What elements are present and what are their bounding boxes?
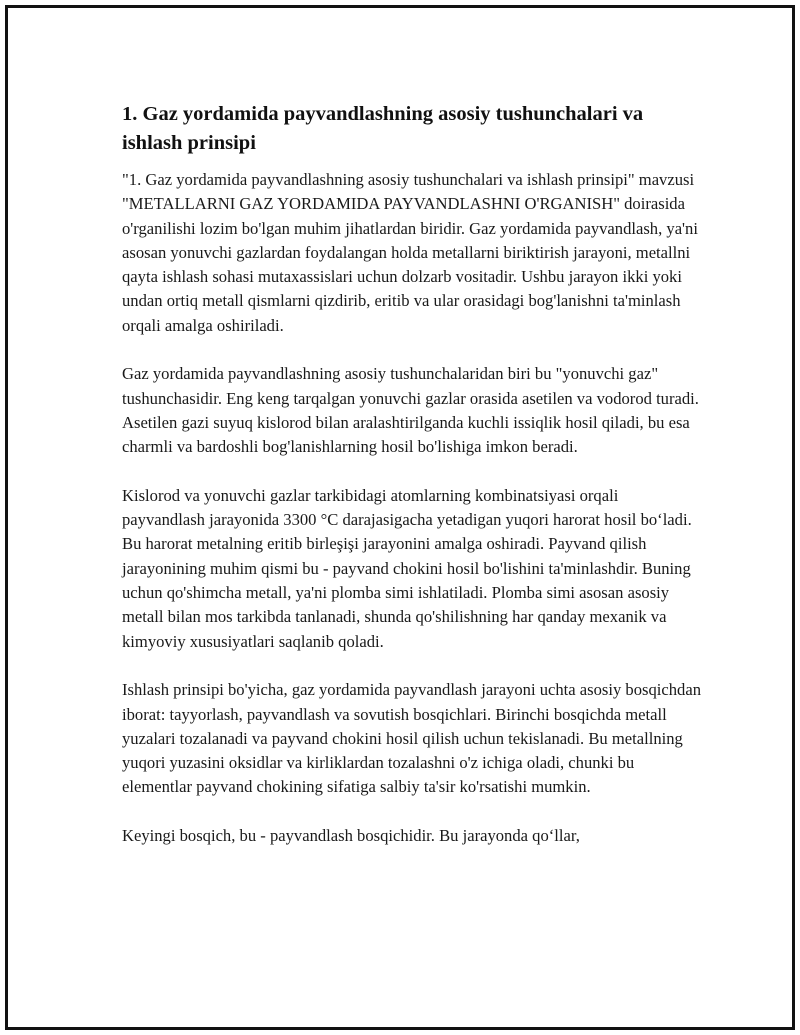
paragraph-intro: "1. Gaz yordamida payvandlashning asosiy tushunchalari va ishlash prinsipi" mavzusi "METALLARNI GAZ YORDAMIDA PAYVANDLASHNI O'RGANISH" doirasida o'rganilishi lozim bo'lgan muhim jihatlardan biridir. Gaz yordamida payvandlash, ya'ni asosan yonuvchi gazlardan foydalangan holda metallarni biriktirish jarayoni, metallni qayta ishlash sohasi mutaxassislari uchun dolzarb vositadir. Ushbu jarayon ikki yoki undan ortiq metall qismlarni qizdirib, eritib va ular orasidagi bog'lanishni ta'minlash orqali amalga oshiriladi.	[122, 170, 698, 335]
paragraph-working-principle: Ishlash prinsipi bo'yicha, gaz yordamida payvandlash jarayoni uchta asosiy bosqichdan iborat: tayyorlash, payvandlash va sovutish bosqichlari. Birinchi bosqichda metall yuzalari tozalanadi va payvand chokini hosil qilish uchun tekislanadi. Bu metallning yuqori yuzasini oksidlar va kirliklardan tozalashni o'z ichiga oladi, chunki bu elementlar payvand chokining sifatiga salbiy ta'sir ko'rsatishi mumkin.	[122, 680, 702, 797]
document-content	[122, 100, 702, 873]
section-heading: 1. Gaz yordamida payvandlashning asosiy tushunchalari va ishlash prinsipi	[122, 103, 644, 154]
document-page	[5, 5, 795, 1030]
paragraph-combustible-gas: Gaz yordamida payvandlashning asosiy tushunchalaridan biri bu "yonuvchi gaz" tushunchasidir. Eng keng tarqalgan yonuvchi gazlar orasida asetilen va vodorod turadi. Asetilen gazi suyuq kislorod bilan aralashtirilganda kuchli issiqlik hosil qiladi, bu esa charmli va bardoshli bog'lanishlarning hosil bo'lishiga imkon beradi.	[122, 364, 699, 457]
paragraph-next-stage: Keyingi bosqich, bu - payvandlash bosqichidir. Bu jarayonda qo‘llar,	[122, 826, 580, 846]
paragraph-temperature: Kislorod va yonuvchi gazlar tarkibidagi atomlarning kombinatsiyasi orqali payvandlash jarayonida 3300 °C darajasigacha yetadigan yuqori harorat hosil bo‘ladi. Bu harorat metalning eritib birleşişi jarayonini amalga oshiradi. Payvand qilish jarayonining muhim qismi bu - payvand chokini hosil bo'lishini ta'minlashdir. Buning uchun qo'shimcha metall, ya'ni plomba simi ishlatiladi. Plomba simi asosan asosiy metall bilan mos tarkibda tanlanadi, shunda qo'shilishning har qanday mexanik va kimyoviy xususiyatlari saqlanib qoladi.	[122, 485, 692, 651]
